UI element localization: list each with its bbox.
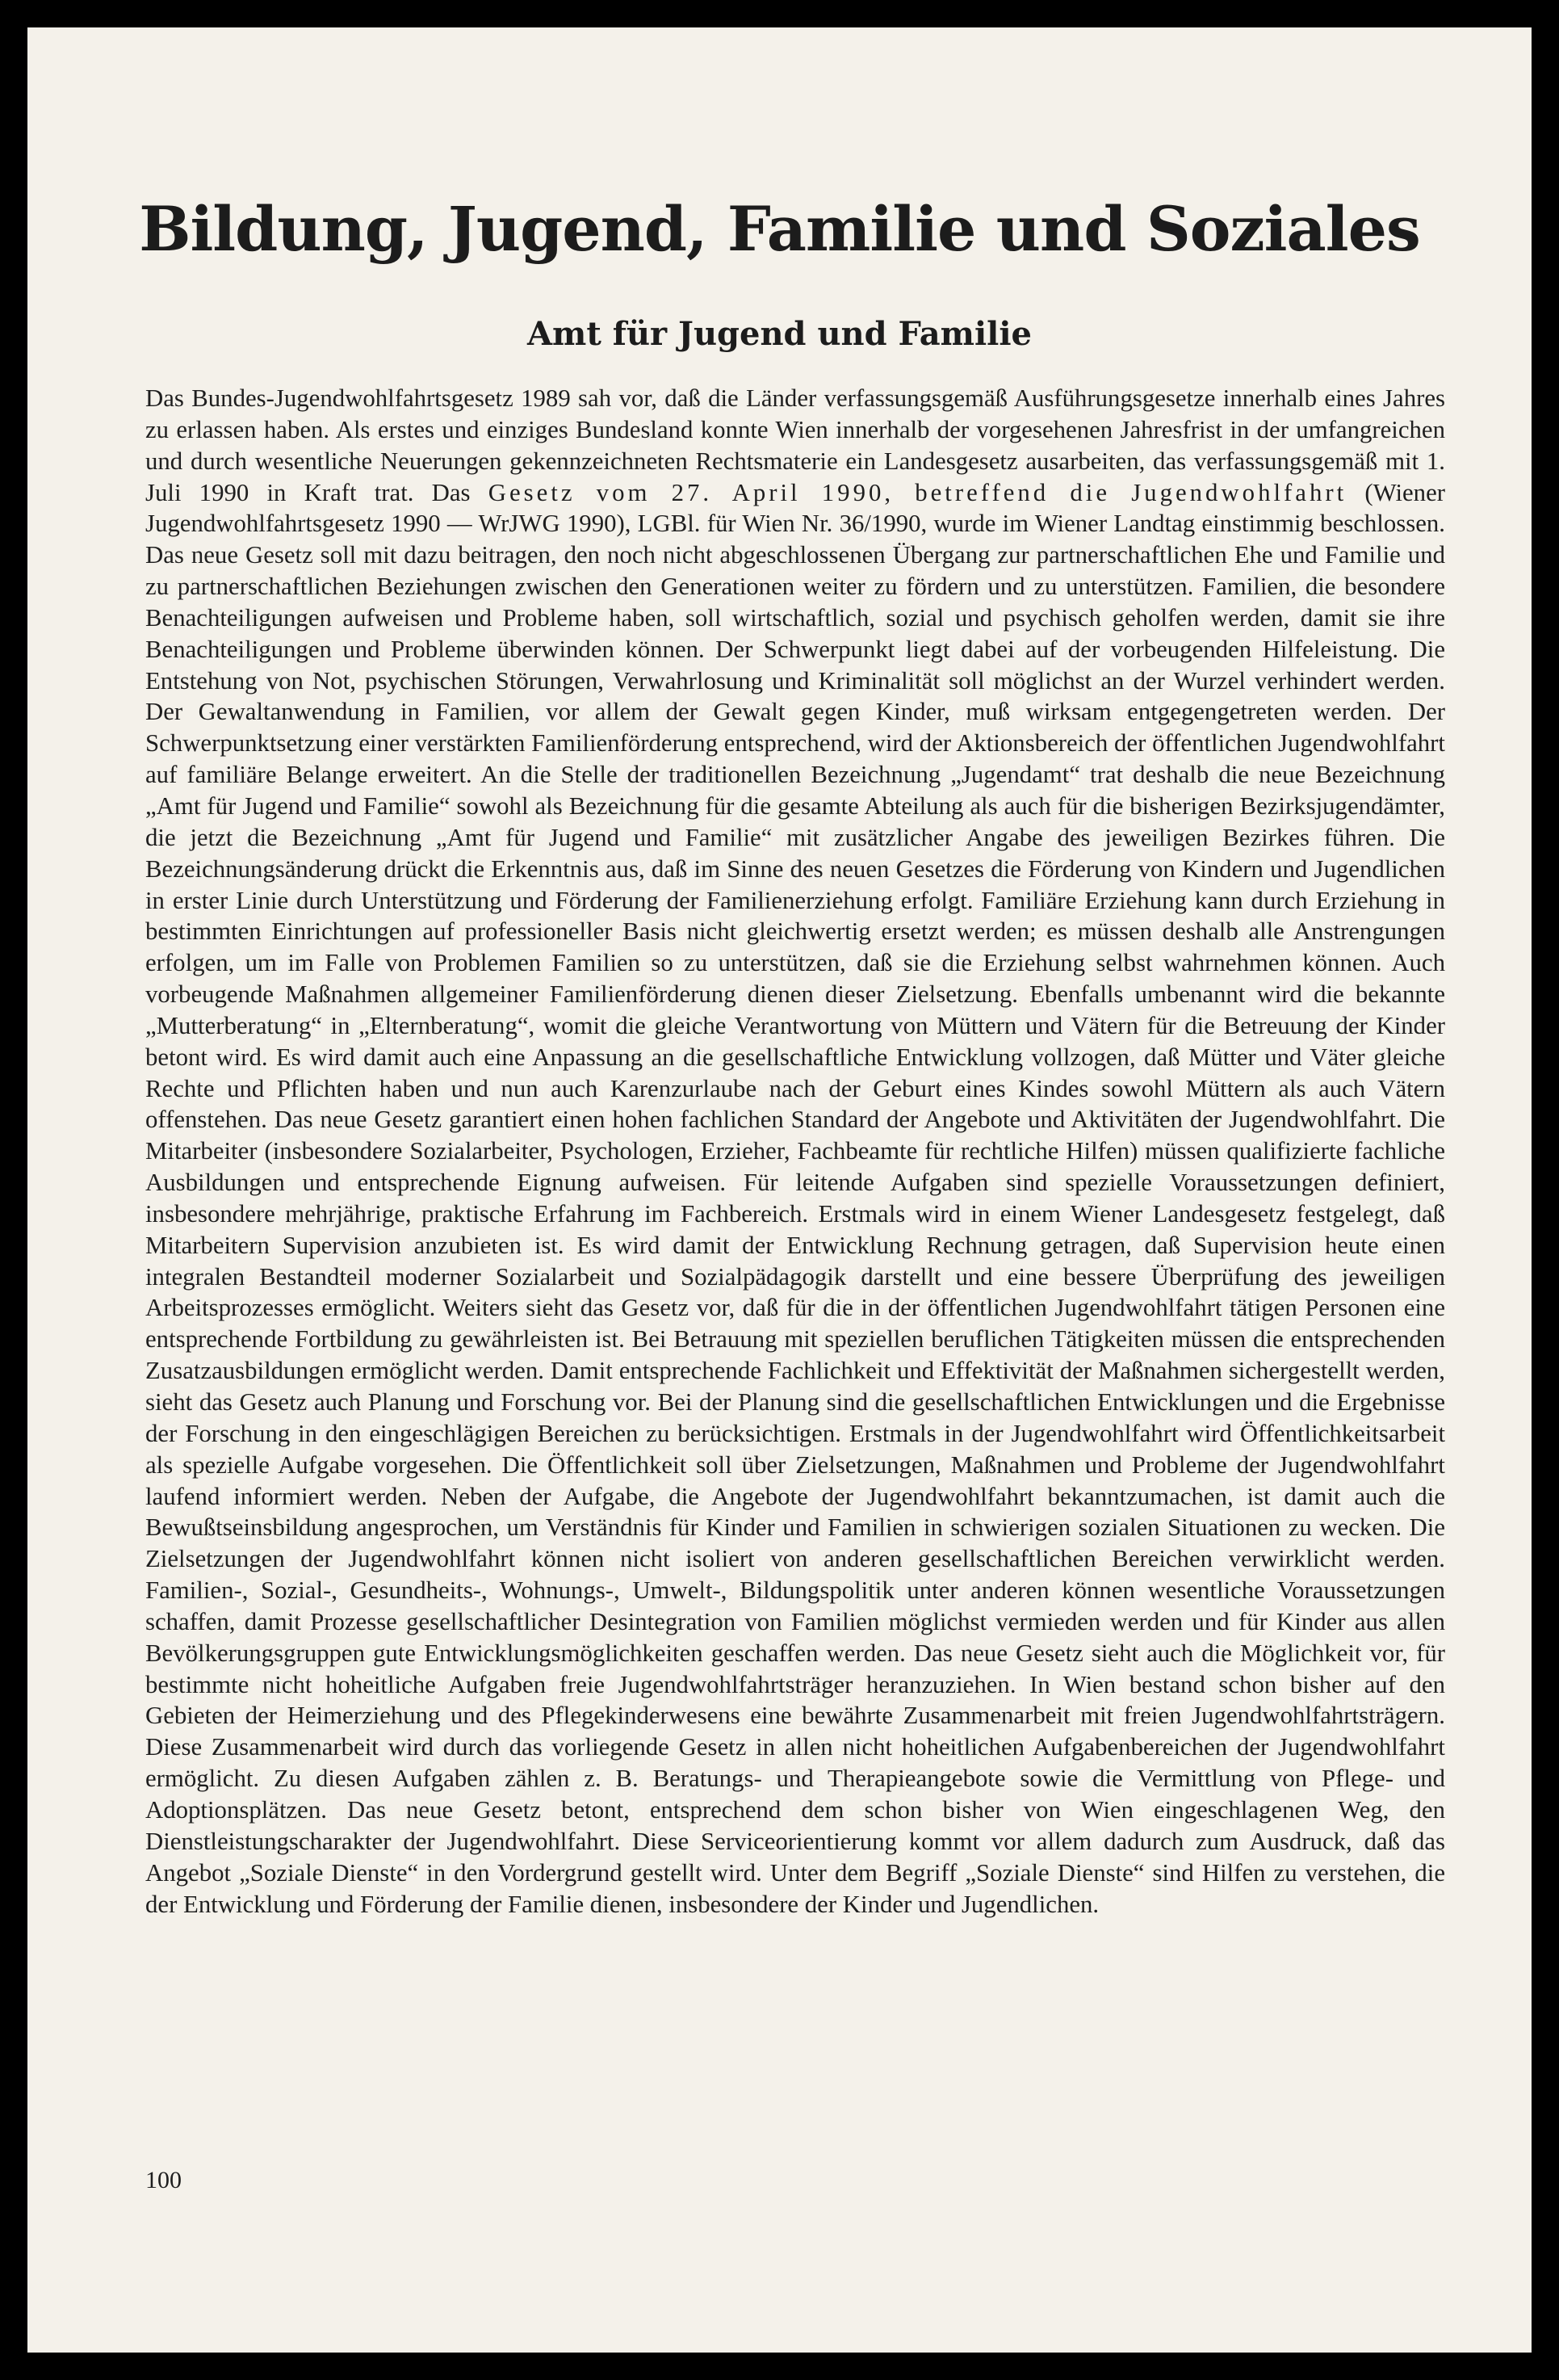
document-page — [27, 27, 1532, 2353]
page-title: Bildung, Jugend, Familie und Soziales — [139, 193, 1420, 265]
body-text-part-1: Das Bundes-Jugendwohlfahrtsgesetz 1989 sah vor, daß die Länder verfassungsgemäß Ausführungsgesetze innerhalb eines Jahres zu erlassen haben. Als erstes und einziges Bundesland konnte Wien innerhalb der vorgesehenen Jahresfrist in der umfangreichen und durch wesentliche Neuerungen gekennzeichneten Rechtsmaterie ein Landesgesetz ausarbeiten, das verfassungsgemäß mit 1. Juli 1990 in Kraft trat. Das — [145, 384, 1445, 506]
page-number: 100 — [145, 2167, 182, 2193]
spaced-law-title: Gesetz vom 27. April 1990, betreffend die Jugendwohlfahrt — [488, 478, 1347, 506]
section-heading: Amt für Jugend und Familie — [527, 315, 1032, 353]
body-text-part-2: (Wiener Jugendwohlfahrtsgesetz 1990 — WrJWG 1990), LGBl. für Wien Nr. 36/1990, wurde im Wiener Landtag einstimmig beschlossen. Das neue Gesetz soll mit dazu beitragen, den noch nicht abgeschlossenen Übergang zur partnerschaftlichen Ehe und Familie und zu partnerschaftlichen Beziehungen zwischen den Generationen weiter zu fördern und zu unterstützen. Familien, die besondere Benachteiligungen aufweisen und Probleme haben, soll wirtschaftlich, sozial und psychisch geholfen werden, damit sie ihre Benachteiligungen und Probleme überwinden können. Der Schwerpunkt liegt dabei auf der vorbeugenden Hilfeleistung. Die Entstehung von Not, psychischen Störungen, Verwahrlosung und Kriminalität soll möglichst an der Wurzel verhindert werden. Der Gewaltanwendung in Familien, vor allem der Gewalt gegen Kinder, muß wirksam entgegengetreten werden. Der Schwerpunktsetzung einer verstärkten Familienförderung entsprechend, wird der Aktionsbereich der öffentlichen Jugendwohlfahrt auf familiäre Belange erweitert. An die Stelle der traditionellen Bezeichnung „Jugendamt“ trat deshalb die neue Bezeichnung „Amt für Jugend und Familie“ sowohl als Bezeichnung für die gesamte Abteilung als auch für die bisherigen Bezirksjugendämter, die jetzt die Bezeichnung „Amt für Jugend und Familie“ mit zusätzlicher Angabe des jeweiligen Bezirkes führen. Die Bezeichnungsänderung drückt die Erkenntnis aus, daß im Sinne des neuen Gesetzes die Förderung von Kindern und Jugendlichen in erster Linie durch Unterstützung und Förderung der Familienerziehung erfolgt. Familiäre Erziehung kann durch Erziehung in bestimmten Einrichtungen auf professioneller Basis nicht gleichwertig ersetzt werden; es müssen deshalb alle Anstrengungen erfolgen, um im Falle von Problemen Familien so zu unterstützen, daß sie die Erziehung selbst wahrnehmen können. Auch vorbeugende Maßnahmen allgemeiner Familienförderung dienen dieser Zielsetzung. Ebenfalls umbenannt wird die bekannte „Mutterberatung“ in „Elternberatung“, womit die gleiche Verantwortung von Müttern und Vätern für die Betreuung der Kinder betont wird. Es wird damit auch eine Anpassung an die gesellschaftliche Entwicklung vollzogen, daß Mütter und Väter gleiche Rechte und Pflichten haben und nun auch Karenzurlaube nach der Geburt eines Kindes sowohl Müttern als auch Vätern offenstehen. Das neue Gesetz garantiert einen hohen fachlichen Standard der Angebote und Aktivitäten der Jugendwohlfahrt. Die Mitarbeiter (insbesondere Sozialarbeiter, Psychologen, Erzieher, Fachbeamte für rechtliche Hilfen) müssen qualifizierte fachliche Ausbildungen und entsprechende Eignung aufweisen. Für leitende Aufgaben sind spezielle Voraussetzungen definiert, insbesondere mehrjährige, praktische Erfahrung im Fachbereich. Erstmals wird in einem Wiener Landesgesetz festgelegt, daß Mitarbeitern Supervision anzubieten ist. Es wird damit der Entwicklung Rechnung getragen, daß Supervision heute einen integralen Bestandteil moderner Sozialarbeit und Sozialpädagogik darstellt und eine bessere Überprüfung des jeweiligen Arbeitsprozesses ermöglicht. Weiters sieht das Gesetz vor, daß für die in der öffentlichen Jugendwohlfahrt tätigen Personen eine entsprechende Fortbildung zu gewährleisten ist. Bei Betrauung mit speziellen beruflichen Tätigkeiten müssen die entsprechenden Zusatzausbildungen ermöglicht werden. Damit entsprechende Fachlichkeit und Effektivität der Maßnahmen sichergestellt werden, sieht das Gesetz auch Planung und Forschung vor. Bei der Planung sind die gesellschaftlichen Entwicklungen und die Ergebnisse der Forschung in den eingeschlägigen Bereichen zu berücksichtigen. Erstmals in der Jugendwohlfahrt wird Öffentlichkeitsarbeit als spezielle Aufgabe vorgesehen. Die Öffentlichkeit soll über Zielsetzungen, Maßnahmen und Probleme der Jugendwohlfahrt laufend informiert werden. Neben der Aufgabe, die Angebote der Jugendwohlfahrt bekanntzumachen, ist damit auch die Bewußtseinsbildung angesprochen, um Verständnis für Kinder und Familien in schwierigen sozialen Situationen zu wecken. Die Zielsetzungen der Jugendwohlfahrt können nicht isoliert von anderen gesellschaftlichen Bereichen verwirklicht werden. Familien-, Sozial-, Gesundheits-, Wohnungs-, Umwelt-, Bildungspolitik unter anderen können wesentliche Voraussetzungen schaffen, damit Prozesse gesellschaftlicher Desintegration von Familien möglichst vermieden werden und für Kinder aus allen Bevölkerungsgruppen gute Entwicklungsmöglichkeiten geschaffen werden. Das neue Gesetz sieht auch die Möglichkeit vor, für bestimmte nicht hoheitliche Aufgaben freie Jugendwohlfahrtsträger heranzuziehen. In Wien bestand schon bisher auf den Gebieten der Heimerziehung und des Pflegekinderwesens eine bewährte Zusammenarbeit mit freien Jugendwohlfahrtsträgern. Diese Zusammenarbeit wird durch das vorliegende Gesetz in allen nicht hoheitlichen Aufgabenbereichen der Jugendwohlfahrt ermöglicht. Zu diesen Aufgaben zählen z. B. Beratungs- und Therapieangebote sowie die Vermittlung von Pflege- und Adoptionsplätzen. Das neue Gesetz betont, entsprechend dem schon bisher von Wien eingeschlagenen Weg, den Dienstleistungscharakter der Jugendwohlfahrt. Diese Serviceorientierung kommt vor allem dadurch zum Ausdruck, daß das Angebot „Soziale Dienste“ in den Vordergrund gestellt wird. Unter dem Begriff „Soziale Dienste“ sind Hilfen zu verstehen, die der Entwicklung und Förderung der Familie dienen, insbesondere der Kinder und Jugendlichen. — [145, 478, 1445, 1918]
body-paragraph — [145, 383, 1445, 1920]
